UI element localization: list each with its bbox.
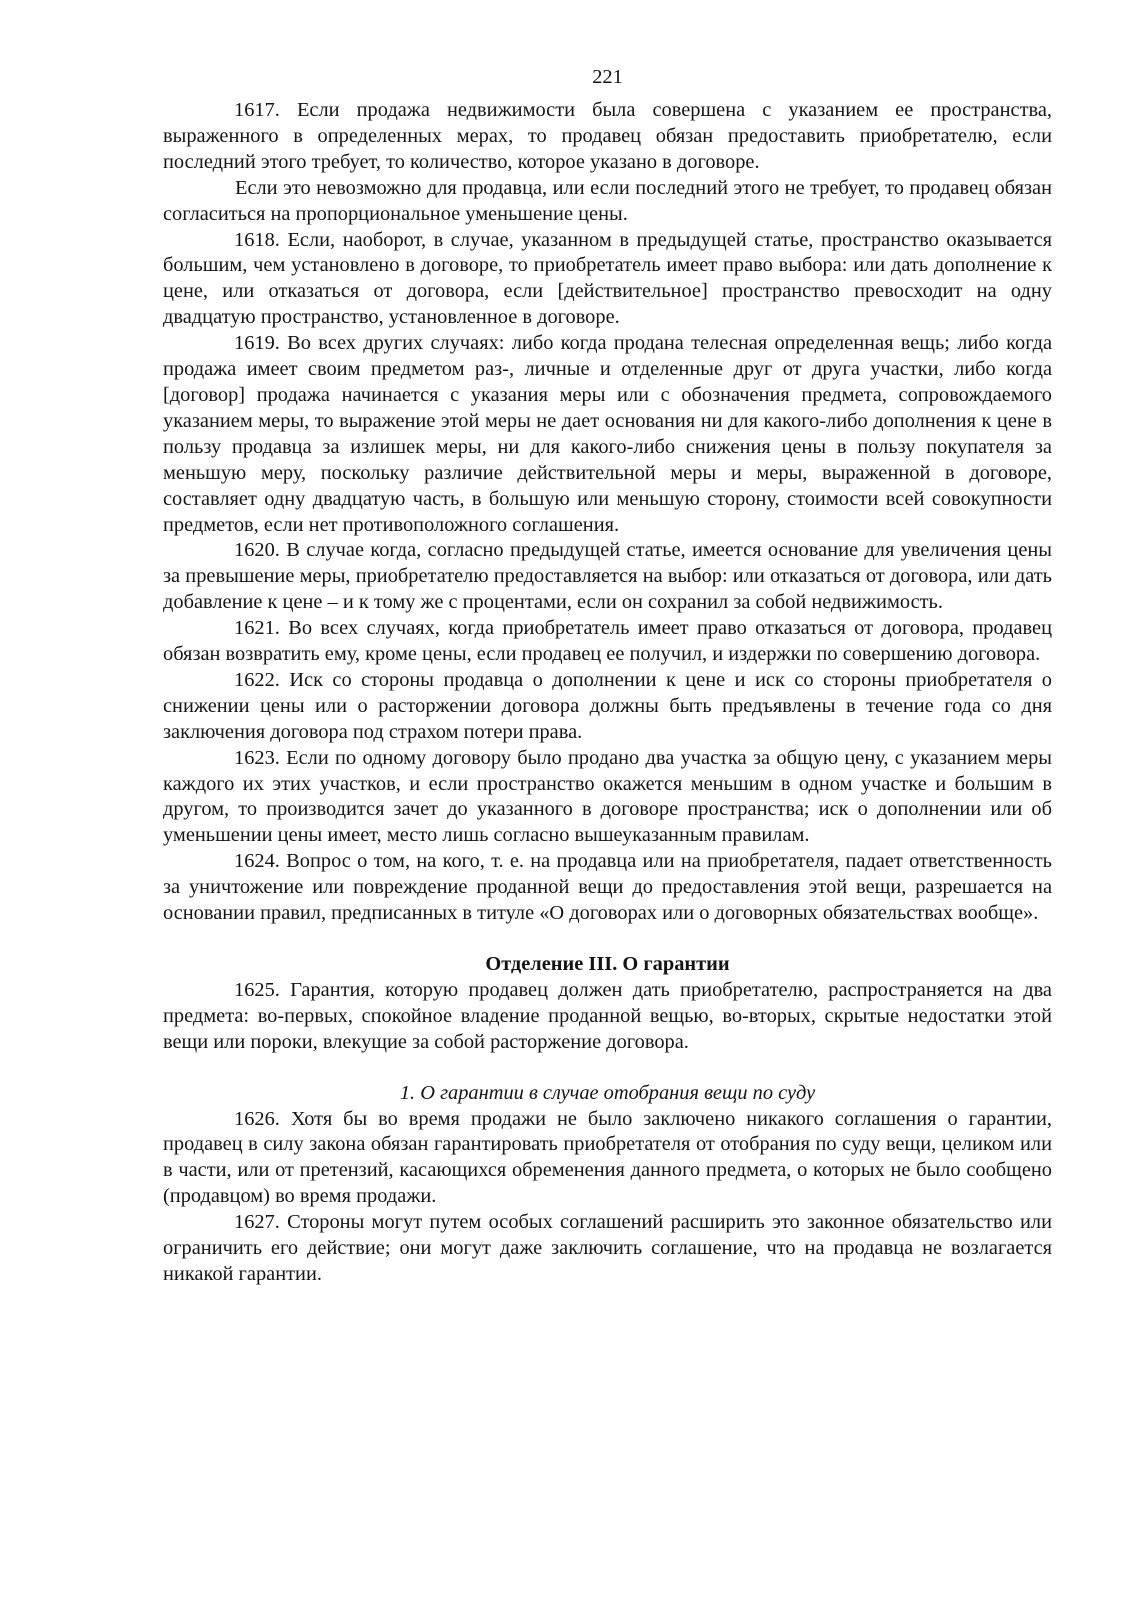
paragraph-article-1617: 1617. Если продажа недвижимости была совершена с указанием ее пространства, выраженного в определенных мерах, то продавец обязан предоставить приобретателю, если последний этого требует, то количество, которое указано в договоре. xyxy=(163,99,1052,173)
paragraph-article-1627: 1627. Стороны могут путем особых соглашений расширить это законное обязательство или ограничить его действие; они могут даже заключить соглашение, что на продавца не возлагается никакой гарантии. xyxy=(163,1211,1052,1285)
paragraph-article-1626: 1626. Хотя бы во время продажи не было заключено никакого соглашения о гарантии, продавец в силу закона обязан гарантировать приобретателя от отобрания по суду вещи, целиком или в части, или от претензий, касающихся обременения данного предмета, о которых не было сообщено (продавцом) во время продажи. xyxy=(163,1107,1052,1208)
paragraph-article-1617-continued: Если это невозможно для продавца, или если последний этого не требует, то продавец обязан согласиться на пропорциональное уменьшение цены. xyxy=(163,176,1052,225)
paragraph-article-1618: 1618. Если, наоборот, в случае, указанном в предыдущей статье, пространство оказывается большим, чем установлено в договоре, то приобретатель имеет право выбора: или дать дополнение к цене, или отказаться от договора, если [действительное] пространство превосходит на одну двадцатую пространство, установленное в договоре. xyxy=(163,228,1052,329)
paragraph-article-1623: 1623. Если по одному договору было продано два участка за общую цену, с указанием меры каждого их этих участков, и если пространство окажется меньшим в одном участке и большим в другом, то производится зачет до указанного в договоре пространства; иск о дополнении или об уменьшении цены имеет, место лишь согласно вышеуказанным правилам. xyxy=(163,746,1052,847)
subsection-heading: 1. О гарантии в случае отобрания вещи по суду xyxy=(399,1081,816,1104)
paragraph-article-1619: 1619. Во всех других случаях: либо когда продана телесная определенная вещь; либо когда продажа имеет своим предметом раз-, личные и отделенные друг от друга участки, либо когда [договор] продажа начинается с указания меры или с обозначения предмета, сопровождаемого указанием меры, то выражение этой меры не дает основания ни для какого-либо дополнения к цене в пользу продавца за излишек меры, ни для какого-либо снижения цены в пользу покупателя за меньшую меру, поскольку различие действительной меры и меры, выраженной в договоре, составляет одну двадцатую часть, в большую или меньшую сторону, стоимости всей совокупности предметов, если нет противоположного соглашения. xyxy=(163,332,1052,536)
page-number: 221 xyxy=(592,66,623,88)
document-page xyxy=(163,62,1052,1288)
paragraph-article-1625: 1625. Гарантия, которую продавец должен дать приобретателю, распространяется на два предмета: во-первых, спокойное владение проданной вещью, во-вторых, скрытые недостатки этой вещи или пороки, влекущие за собой расторжение договора. xyxy=(163,978,1052,1053)
paragraph-article-1620: 1620. В случае когда, согласно предыдущей статье, имеется основание для увеличения цены за превышение меры, приобретателю предоставляется на выбор: или отказаться от договора, или дать добавление к цене – и к тому же с процентами, если он сохранил за собой недвижимость. xyxy=(163,539,1052,614)
section-heading: Отделение III. О гарантии xyxy=(485,953,730,975)
paragraph-article-1624: 1624. Вопрос о том, на кого, т. е. на продавца или на приобретателя, падает ответственность за уничтожение или повреждение проданной вещи до предоставления этой вещи, разрешается на основании правил, предписанных в титуле «О договорах или о договорных обязательствах вообще». xyxy=(163,850,1052,925)
paragraph-article-1622: 1622. Иск со стороны продавца о дополнении к цене и иск со стороны приобретателя о снижении цены или о расторжении договора должны быть предъявлены в течение года со дня заключения договора под страхом потери права. xyxy=(163,668,1052,743)
paragraph-article-1621: 1621. Во всех случаях, когда приобретатель имеет право отказаться от договора, продавец обязан возвратить ему, кроме цены, если продавец ее получил, и издержки по совершению договора. xyxy=(163,617,1052,666)
